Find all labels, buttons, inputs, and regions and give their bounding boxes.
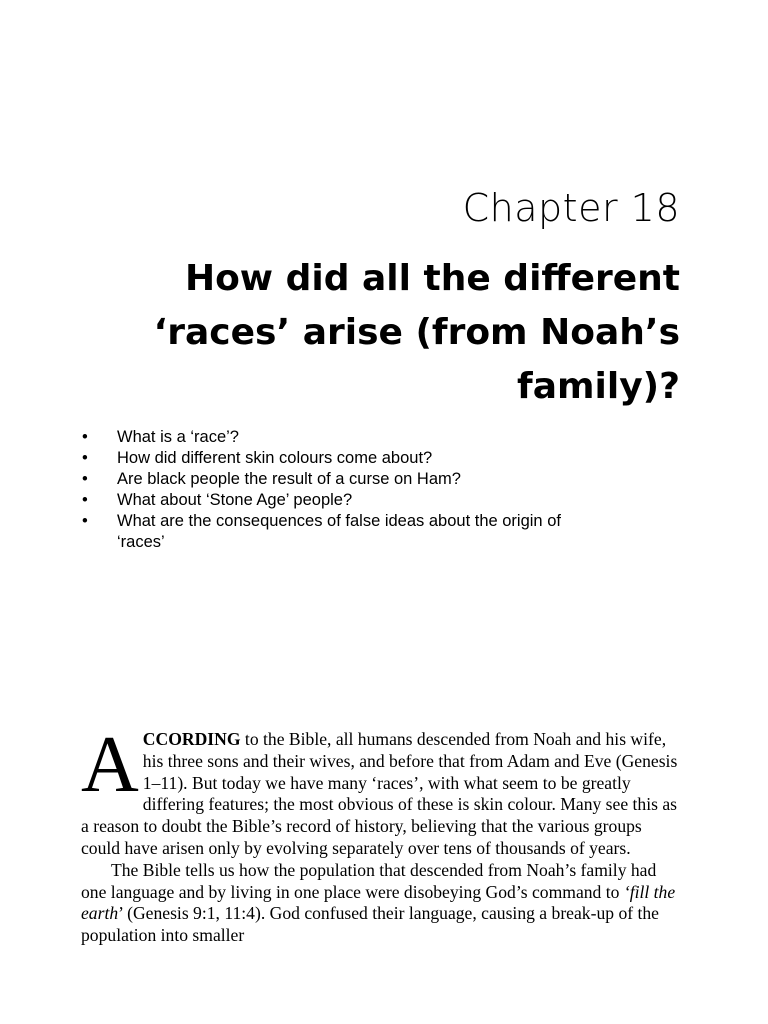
list-item [82,511,602,553]
list-item [82,490,602,511]
question-list [82,427,602,553]
question-text: What is a ‘race’? [117,428,239,446]
bullet-icon: • [82,449,88,467]
paragraph [81,721,681,860]
title-line: ‘races’ arise (from Noah’s [153,312,680,353]
question-text: Are black people the result of a curse on Ham? [117,470,461,488]
bullet-icon: • [82,470,88,488]
chapter-title [80,252,680,414]
quoted-text: ‘fill the earth [81,881,676,924]
drop-cap: A [81,721,139,809]
paragraph-text: The Bible tells us how the population that descended from Noah’s family had one language and by living in one place were disobeying God’s command to [81,859,657,902]
chapter-label: Chapter 18 [462,186,680,230]
paragraph [81,860,681,947]
lead-word: CCORDING [142,729,241,749]
list-item [82,448,602,469]
body-text [81,721,681,947]
bullet-icon: • [82,491,88,509]
question-text: How did different skin colours come about? [117,449,433,467]
list-item [82,427,602,448]
question-text: What are the consequences of false ideas about the origin of ‘races’ [117,512,561,551]
bullet-icon: • [82,512,88,530]
bullet-icon: • [82,428,88,446]
paragraph-text: to the Bible, all humans descended from Noah and his wife, his three sons and their wives, and before that from Adam and Eve (Genesis 1–11). But today we have many ‘races’, with what seem to be greatly differing features; the most obvious of these is skin colour. Many see this as a reason to doubt the Bible’s record of history, believing that the various groups could have arisen only by evolving separately over tens of thousands of years. [81,729,678,858]
quote-mark: ’ [118,903,123,924]
paragraph-text: (Genesis 9:1, 11:4). God confused their language, causing a break-up of the population into smaller [81,903,659,946]
title-line: family)? [517,366,680,407]
title-line: How did all the different [184,258,680,299]
question-text: What about ‘Stone Age’ people? [117,491,353,509]
list-item [82,469,602,490]
